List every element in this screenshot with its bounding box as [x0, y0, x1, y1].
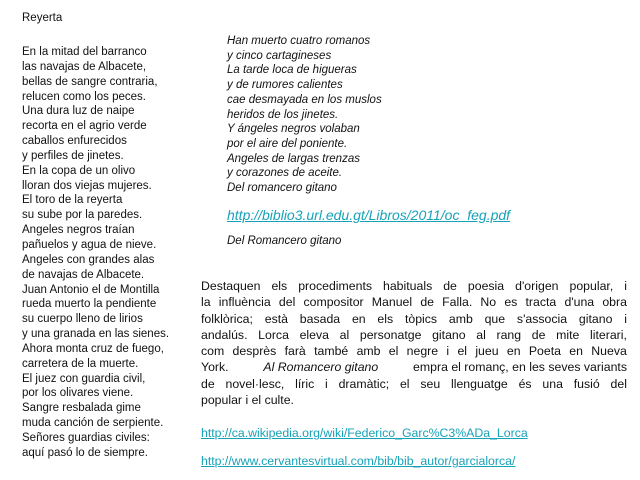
- poem-line: Ahora monta cruz de fuego,: [22, 342, 164, 355]
- poem-line: El toro de la reyerta: [22, 194, 123, 207]
- poem-line: Angeles de largas trenzas: [227, 152, 360, 165]
- commentary-word: rang: [496, 327, 522, 342]
- commentary-line: [201, 294, 627, 310]
- poem-line: de navajas de Albacete.: [22, 268, 145, 281]
- commentary-word: popular,: [569, 279, 614, 293]
- poem-line: muda canción de serpiente.: [22, 417, 164, 430]
- wikipedia-link[interactable]: http://ca.wikipedia.org/wiki/Federico_Garc%C3%ADa_Lorca: [201, 426, 528, 440]
- commentary-word: també: [314, 344, 349, 359]
- commentary-word: Nueva: [591, 344, 627, 359]
- commentary-word: està: [264, 311, 288, 326]
- poem-line: El juez con guardia civil,: [22, 372, 146, 385]
- commentary-word: el: [388, 344, 399, 359]
- commentary-word: de: [201, 376, 215, 391]
- source-caption: Del Romancero gitano: [227, 235, 342, 247]
- commentary-word: gitano: [578, 311, 613, 326]
- poem-line: rueda muerto la pendiente: [22, 298, 157, 311]
- commentary-word: influència: [218, 295, 271, 310]
- commentary-word: basada: [299, 311, 341, 326]
- commentary-word: jueu: [475, 344, 499, 359]
- commentary-word: mite: [556, 327, 580, 342]
- poem-line: Del romancero gitano: [227, 182, 337, 195]
- commentary-text: empra el romanç, en les seves variants: [413, 360, 627, 375]
- commentary-word: de: [531, 327, 546, 342]
- commentary-word: procediments: [298, 279, 373, 293]
- commentary-word: que: [484, 311, 506, 326]
- commentary-word: seu: [420, 376, 441, 391]
- commentary-word: líric: [295, 376, 315, 391]
- commentary-word: en: [351, 311, 366, 326]
- poem-line: La tarde loca de higueras: [227, 64, 357, 77]
- commentary-word: del: [610, 376, 627, 391]
- poem-title: Reyerta: [22, 12, 63, 24]
- commentary-word: s'associa: [516, 311, 568, 326]
- commentary-word: No: [480, 295, 497, 310]
- commentary-word: Destaquen: [201, 279, 261, 293]
- commentary-word: al: [339, 327, 350, 342]
- commentary-line: [201, 392, 627, 408]
- commentary-word: els: [377, 311, 394, 326]
- commentary-word: com: [201, 344, 225, 359]
- commentary-word: andalús.: [201, 327, 248, 342]
- commentary-word: amb: [448, 311, 473, 326]
- commentary-word: dramàtic;: [338, 376, 390, 391]
- poem-line: su cuerpo lleno de lirios: [22, 313, 143, 326]
- commentary-word: d'una: [564, 295, 595, 310]
- commentary-word: i: [446, 344, 450, 359]
- commentary-word: eleva: [299, 327, 329, 342]
- commentary-word: llenguatge: [451, 376, 508, 391]
- commentary-word: el: [399, 376, 410, 391]
- poem-line: Juan Antonio el de Montilla: [22, 283, 160, 296]
- poem-line: y de rumores calientes: [227, 79, 343, 92]
- poem-line: las navajas de Albacete,: [22, 60, 147, 73]
- commentary-word: i: [624, 279, 627, 293]
- commentary-line: [201, 278, 627, 294]
- commentary-word: i: [624, 311, 627, 326]
- commentary-word: amb: [356, 344, 381, 359]
- commentary-word: en: [569, 344, 583, 359]
- commentary-word: és: [518, 376, 532, 391]
- commentary-word: en: [506, 344, 521, 359]
- commentary-word: desprès: [232, 344, 277, 359]
- commentary-word: compositor: [303, 295, 364, 310]
- commentary-word: Falla.: [442, 295, 473, 310]
- poem-line: relucen como los peces.: [22, 90, 147, 103]
- poem-line: por el aire del poniente.: [227, 137, 348, 150]
- poem-line: su sube por la paredes.: [22, 209, 143, 222]
- poem-line: y perfiles de jinetes.: [22, 149, 124, 162]
- poem-line: En la copa de un olivo: [22, 164, 136, 177]
- poem-line: Señores guardias civiles:: [22, 431, 150, 444]
- commentary-word: negre: [406, 344, 439, 359]
- poem-line: Una dura luz de naipe: [22, 105, 135, 118]
- commentary-word: tracta: [525, 295, 557, 310]
- commentary-line: [201, 376, 627, 392]
- commentary-line: [201, 359, 627, 375]
- commentary-word: Lorca: [258, 327, 289, 342]
- commentary-word: i: [325, 376, 328, 391]
- poem-line: En la mitad del barranco: [22, 46, 147, 58]
- commentary-word: personatge: [359, 327, 422, 342]
- poem-line: y cinco cartagineses: [227, 49, 332, 62]
- poem-line: recorta en el agrio verde: [22, 120, 147, 133]
- poem-line: Han muerto cuatro romanos: [227, 35, 371, 47]
- poem-line: carretera de la muerte.: [22, 357, 139, 370]
- commentary-word: fusió: [573, 376, 600, 391]
- commentary-line: [201, 343, 627, 359]
- commentary-word: poesia: [467, 279, 505, 293]
- poem-line: aquí pasó lo de siempre.: [22, 446, 148, 459]
- commentary-word: Manuel: [371, 295, 413, 310]
- commentary-word: d'origen: [515, 279, 559, 293]
- commentary-word: es: [504, 295, 518, 310]
- poem-line: Y ángeles negros volaban: [227, 123, 360, 136]
- commentary-word: de: [443, 279, 457, 293]
- poem-line: Angeles con grandes alas: [22, 253, 155, 266]
- source-pdf-link[interactable]: http://biblio3.url.edu.gt/Libros/2011/oc_feg.pdf: [227, 207, 511, 223]
- poem-line: pañuelos y agua de nieve.: [22, 238, 157, 251]
- commentary-word: folklòrica;: [201, 311, 253, 326]
- commentary-word: una: [542, 376, 563, 391]
- commentary-emphasis: Al Romancero gitano: [263, 360, 379, 375]
- poem-line: bellas de sangre contraria,: [22, 75, 158, 88]
- commentary-word: gitano: [432, 327, 466, 342]
- poem-line: y corazones de aceite.: [227, 167, 343, 180]
- poem-line: por los olivares viene.: [22, 387, 134, 400]
- commentary-word: de: [420, 295, 434, 310]
- commentary-word: els: [271, 279, 288, 293]
- commentary-word: novel·lesc,: [225, 376, 285, 391]
- poem-line: heridos de los jinetes.: [227, 108, 339, 121]
- commentary-text: York.: [201, 360, 229, 375]
- poem-line: Sangre resbalada gime: [22, 402, 141, 415]
- commentary-line: [201, 311, 627, 327]
- commentary-word: tòpics: [404, 311, 438, 326]
- commentary-line: [201, 327, 627, 343]
- commentary-word: Poeta: [528, 344, 561, 359]
- poem-left-column: [22, 45, 169, 461]
- commentary-word: la: [201, 295, 211, 310]
- cervantes-link[interactable]: http://www.cervantesvirtual.com/bib/bib_autor/garcialorca/: [201, 454, 516, 468]
- commentary-paragraph: [201, 278, 627, 408]
- commentary-word: habituals: [383, 279, 433, 293]
- commentary-word: del: [278, 295, 296, 310]
- commentary-word: obra: [602, 295, 627, 310]
- commentary-text: popular i el culte.: [201, 393, 294, 408]
- poem-right-column: [227, 34, 382, 196]
- poem-line: Angeles negros traían: [22, 224, 135, 237]
- poem-line: cae desmayada en los muslos: [227, 93, 382, 106]
- commentary-word: literari,: [590, 327, 627, 342]
- poem-line: caballos enfurecidos: [22, 135, 127, 148]
- commentary-word: farà: [284, 344, 306, 359]
- poem-line: y una granada en las sienes.: [22, 328, 170, 341]
- poem-line: lloran dos viejas mujeres.: [22, 179, 152, 192]
- commentary-word: el: [457, 344, 468, 359]
- commentary-word: al: [476, 327, 486, 342]
